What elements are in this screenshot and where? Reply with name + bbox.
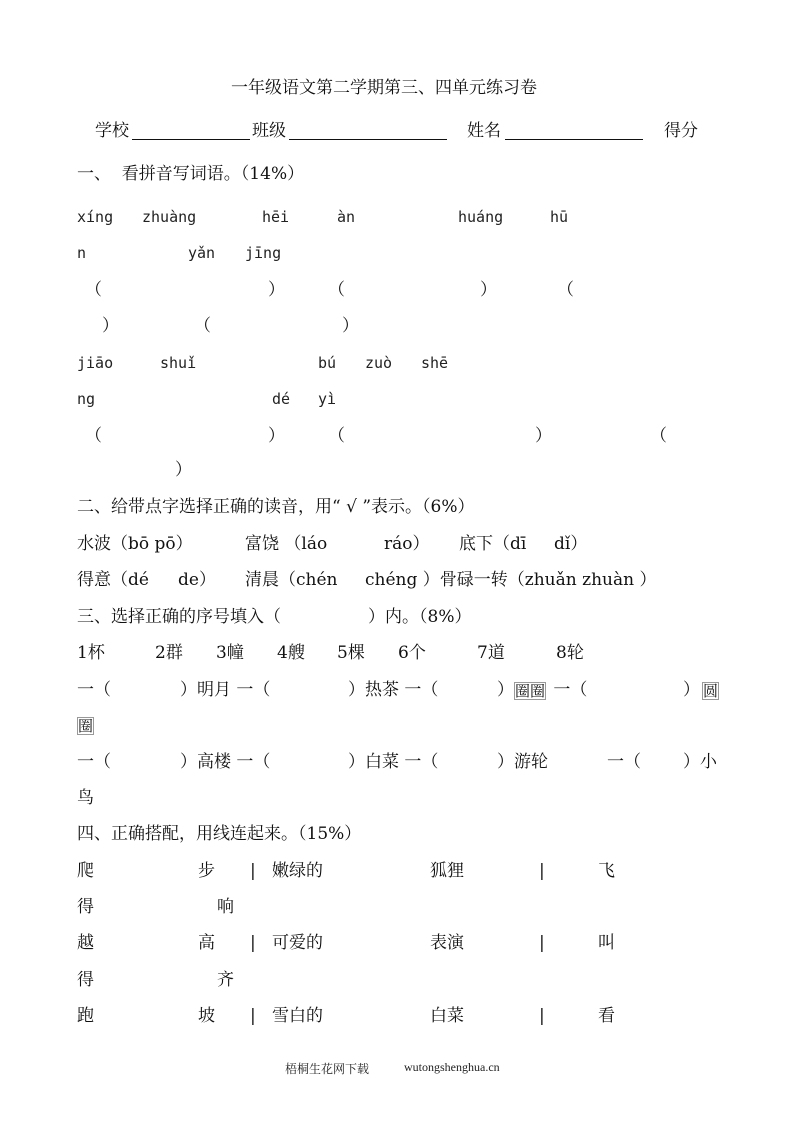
name-label: 姓名: [467, 121, 501, 141]
pinyin: hū: [550, 208, 569, 226]
divider: |: [250, 861, 256, 881]
answer-paren-open: （: [650, 426, 667, 446]
measure-word-option: 8轮: [556, 643, 584, 663]
fill-blank-text: 鸟: [77, 788, 94, 808]
answer-paren-open: （: [85, 426, 102, 446]
fill-blank-text: ）: [683, 680, 700, 700]
pronunciation-item[interactable]: 富饶 （láo: [245, 534, 328, 554]
class-label: 班级: [252, 121, 286, 141]
pronunciation-item[interactable]: 底下（dī: [459, 534, 527, 554]
pronunciation-option[interactable]: dǐ）: [554, 534, 588, 554]
class-blank[interactable]: [289, 139, 447, 140]
match-word[interactable]: 叫: [598, 933, 615, 953]
section3-heading-end: ）内。（8%）: [368, 607, 472, 627]
match-word[interactable]: 响: [217, 897, 234, 917]
answer-paren-open: （: [328, 280, 345, 300]
answer-paren-open: （: [557, 280, 574, 300]
fill-blank-text: 一（: [607, 752, 641, 772]
pinyin: zuò: [365, 354, 393, 372]
footer-site-url[interactable]: wutongshenghua.cn: [404, 1060, 500, 1074]
match-word[interactable]: 狐狸: [430, 861, 464, 881]
school-blank[interactable]: [132, 139, 250, 140]
fill-blank-text: ）小: [683, 752, 717, 772]
fill-blank-text: ）: [497, 680, 514, 700]
answer-paren-close: ）: [480, 280, 497, 300]
score-label: 得分: [664, 121, 698, 141]
school-label: 学校: [95, 121, 129, 141]
pinyin: zhuàng: [142, 208, 197, 226]
match-word[interactable]: 表演: [430, 933, 464, 953]
fill-blank-text: 圆: [703, 682, 719, 700]
match-word[interactable]: 越: [77, 933, 94, 953]
pronunciation-item[interactable]: 得意（dé: [77, 570, 149, 590]
measure-word-option: 6个: [398, 643, 426, 663]
pinyin: huáng: [458, 208, 504, 226]
answer-paren-close: ）: [175, 460, 192, 480]
match-word[interactable]: 看: [598, 1006, 615, 1026]
pinyin: jīng: [245, 244, 282, 262]
pinyin: yì: [318, 390, 337, 408]
measure-word-option: 1杯: [77, 643, 105, 663]
divider: |: [539, 933, 545, 953]
pronunciation-item[interactable]: chéng ）骨碌一转（zhuǎn zhuàn ）: [365, 570, 657, 590]
pinyin: n: [77, 244, 87, 262]
name-blank[interactable]: [505, 139, 643, 140]
fill-blank-text: ）明月 一（: [180, 680, 271, 700]
footer-site-name: 梧桐生花网下载: [285, 1062, 370, 1076]
fill-blank-text: ）高楼 一（: [180, 752, 271, 772]
divider: |: [539, 861, 545, 881]
match-word[interactable]: 得: [77, 897, 94, 917]
fill-blank-text: 圈: [78, 717, 94, 735]
fill-blank-text: 一（: [548, 680, 588, 700]
fill-blank-text: 圈圈: [515, 682, 546, 700]
answer-paren-close: ）: [268, 426, 285, 446]
answer-paren-close: ）: [102, 316, 119, 336]
pinyin: shē: [421, 354, 449, 372]
pinyin: hēi: [262, 208, 290, 226]
match-word[interactable]: 可爱的: [272, 933, 323, 953]
match-word[interactable]: 高: [198, 933, 215, 953]
fill-blank-text: 一（: [77, 680, 111, 700]
measure-word-option: 7道: [477, 643, 505, 663]
section2-heading: 二、给带点字选择正确的读音，用“ √ ”表示。（6%）: [77, 497, 475, 517]
match-word[interactable]: 得: [77, 970, 94, 990]
answer-paren-close: ）: [342, 316, 359, 336]
page-title: 一年级语文第二学期第三、四单元练习卷: [231, 78, 537, 98]
match-word[interactable]: 白菜: [430, 1006, 464, 1026]
section3-heading: 三、选择正确的序号填入（: [77, 607, 281, 627]
pinyin: xíng: [77, 208, 114, 226]
answer-paren-open: （: [194, 316, 211, 336]
match-word[interactable]: 坡: [198, 1006, 215, 1026]
measure-word-option: 2群: [155, 643, 183, 663]
measure-word-option: 3幢: [216, 643, 244, 663]
match-word[interactable]: 爬: [77, 861, 94, 881]
fill-blank-text: ）热茶 一（: [348, 680, 439, 700]
divider: |: [250, 1006, 256, 1026]
pinyin: dé: [272, 390, 291, 408]
divider: |: [539, 1006, 545, 1026]
pronunciation-option[interactable]: ráo）: [384, 534, 430, 554]
section1-heading: 一、 看拼音写词语。（14%）: [77, 164, 305, 184]
pinyin: ng: [77, 390, 96, 408]
answer-paren-open: （: [328, 426, 345, 446]
pinyin: jiāo: [77, 354, 114, 372]
pronunciation-item[interactable]: 清晨（chén: [245, 570, 338, 590]
pronunciation-option[interactable]: de）: [178, 570, 216, 590]
match-word[interactable]: 飞: [598, 861, 615, 881]
fill-blank-text: ）游轮: [497, 752, 548, 772]
match-word[interactable]: 齐: [217, 970, 234, 990]
measure-word-option: 5棵: [337, 643, 365, 663]
match-word[interactable]: 步: [198, 861, 215, 881]
answer-paren-close: ）: [268, 280, 285, 300]
answer-paren-open: （: [85, 280, 102, 300]
match-word[interactable]: 雪白的: [272, 1006, 323, 1026]
pinyin: bú: [318, 354, 337, 372]
match-word[interactable]: 嫩绿的: [272, 861, 323, 881]
match-word[interactable]: 跑: [77, 1006, 94, 1026]
section4-heading: 四、正确搭配，用线连起来。（15%）: [77, 824, 362, 844]
pinyin: àn: [337, 208, 356, 226]
pinyin: yǎn: [188, 244, 216, 262]
pinyin: shuǐ: [160, 354, 197, 372]
measure-word-option: 4艘: [277, 643, 305, 663]
answer-paren-close: ）: [535, 426, 552, 446]
fill-blank-text: ）白菜 一（: [348, 752, 439, 772]
fill-blank-text: 一（: [77, 752, 111, 772]
divider: |: [250, 933, 256, 953]
pronunciation-item[interactable]: 水波（bō pō）: [77, 534, 193, 554]
